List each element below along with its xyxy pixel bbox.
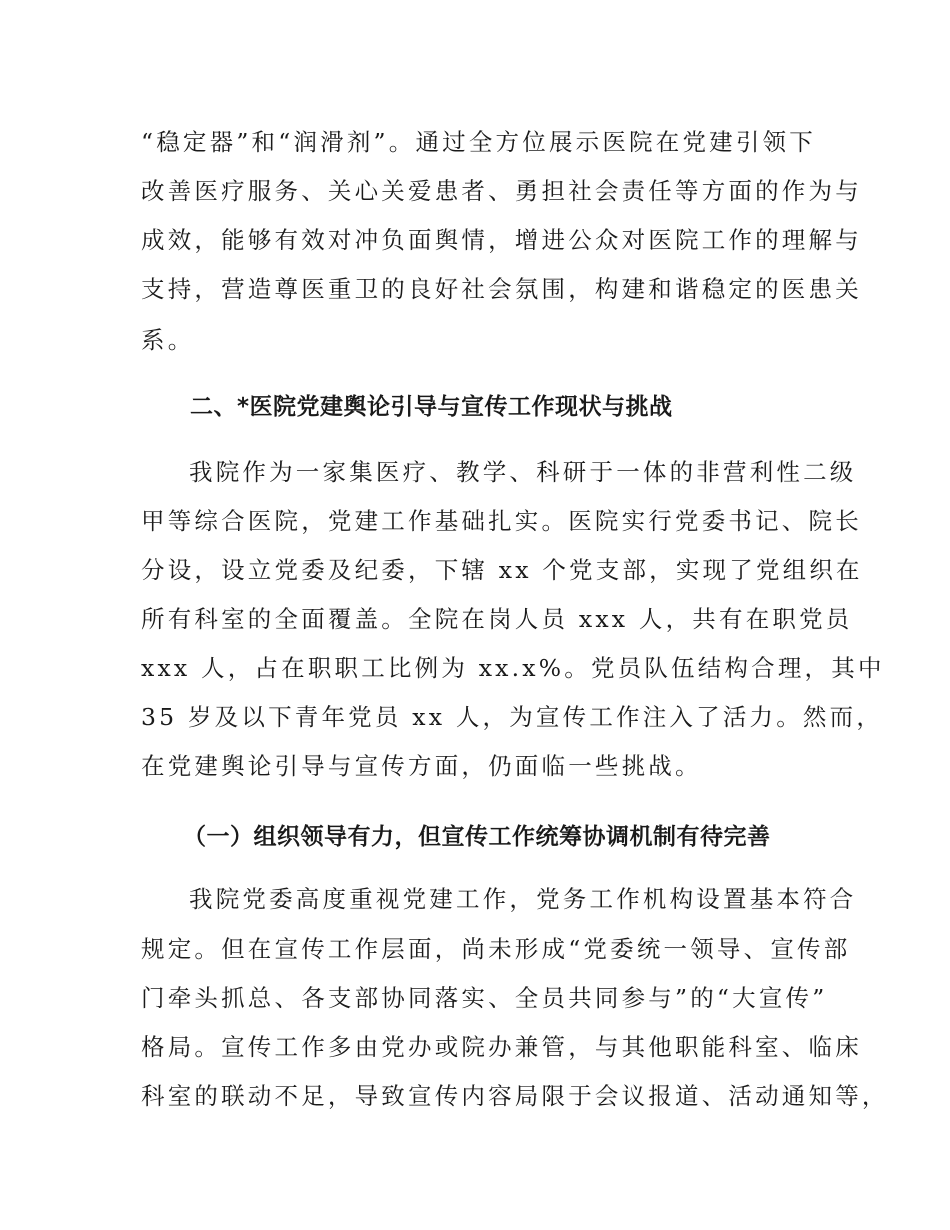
text-line: 分设，设立党委及纪委，下辖 xx 个党支部，实现了党组织在 — [141, 556, 863, 584]
text-line: 我院作为一家集医疗、教学、科研于一体的非营利性二级 — [189, 458, 857, 486]
text-line: 门牵头抓总、各支部协同落实、全员共同参与”的“大宣传” — [141, 984, 828, 1012]
text-line: 科室的联动不足，导致宣传内容局限于会议报道、活动通知等， — [141, 1082, 889, 1110]
text-line: 我院党委高度重视党建工作，党务工作机构设置基本符合 — [189, 885, 857, 913]
text-line: 成效，能够有效对冲负面舆情，增进公众对医院工作的理解与 — [141, 226, 862, 254]
text-line: “稳定器”和“润滑剂”。通过全方位展示医院在党建引领下 — [141, 128, 816, 156]
text-line: xxx 人，占在职职工比例为 xx.x%。党员队伍结构合理，其中 — [141, 654, 885, 682]
text-line: 格局。宣传工作多由党办或院办兼管，与其他职能科室、临床 — [141, 1033, 862, 1061]
text-line: 系。 — [141, 326, 195, 354]
subsection-heading: （一）组织领导有力，但宣传工作统筹协调机制有待完善 — [183, 824, 771, 850]
text-line: 支持，营造尊医重卫的良好社会氛围，构建和谐稳定的医患关 — [141, 275, 862, 303]
section-heading: 二、*医院党建舆论引导与宣传工作现状与挑战 — [190, 394, 673, 420]
text-line: 在党建舆论引导与宣传方面，仍面临一些挑战。 — [141, 752, 702, 780]
text-line: 规定。但在宣传工作层面，尚未形成“党委统一领导、宣传部 — [141, 935, 851, 963]
text-line: 35 岁及以下青年党员 xx 人，为宣传工作注入了活力。然而， — [141, 703, 884, 731]
text-line: 甲等综合医院，党建工作基础扎实。医院实行党委书记、院长 — [141, 507, 862, 535]
text-line: 所有科室的全面覆盖。全院在岗人员 xxx 人，共有在职党员 — [141, 605, 853, 633]
text-line: 改善医疗服务、关心关爱患者、勇担社会责任等方面的作为与 — [141, 177, 862, 205]
